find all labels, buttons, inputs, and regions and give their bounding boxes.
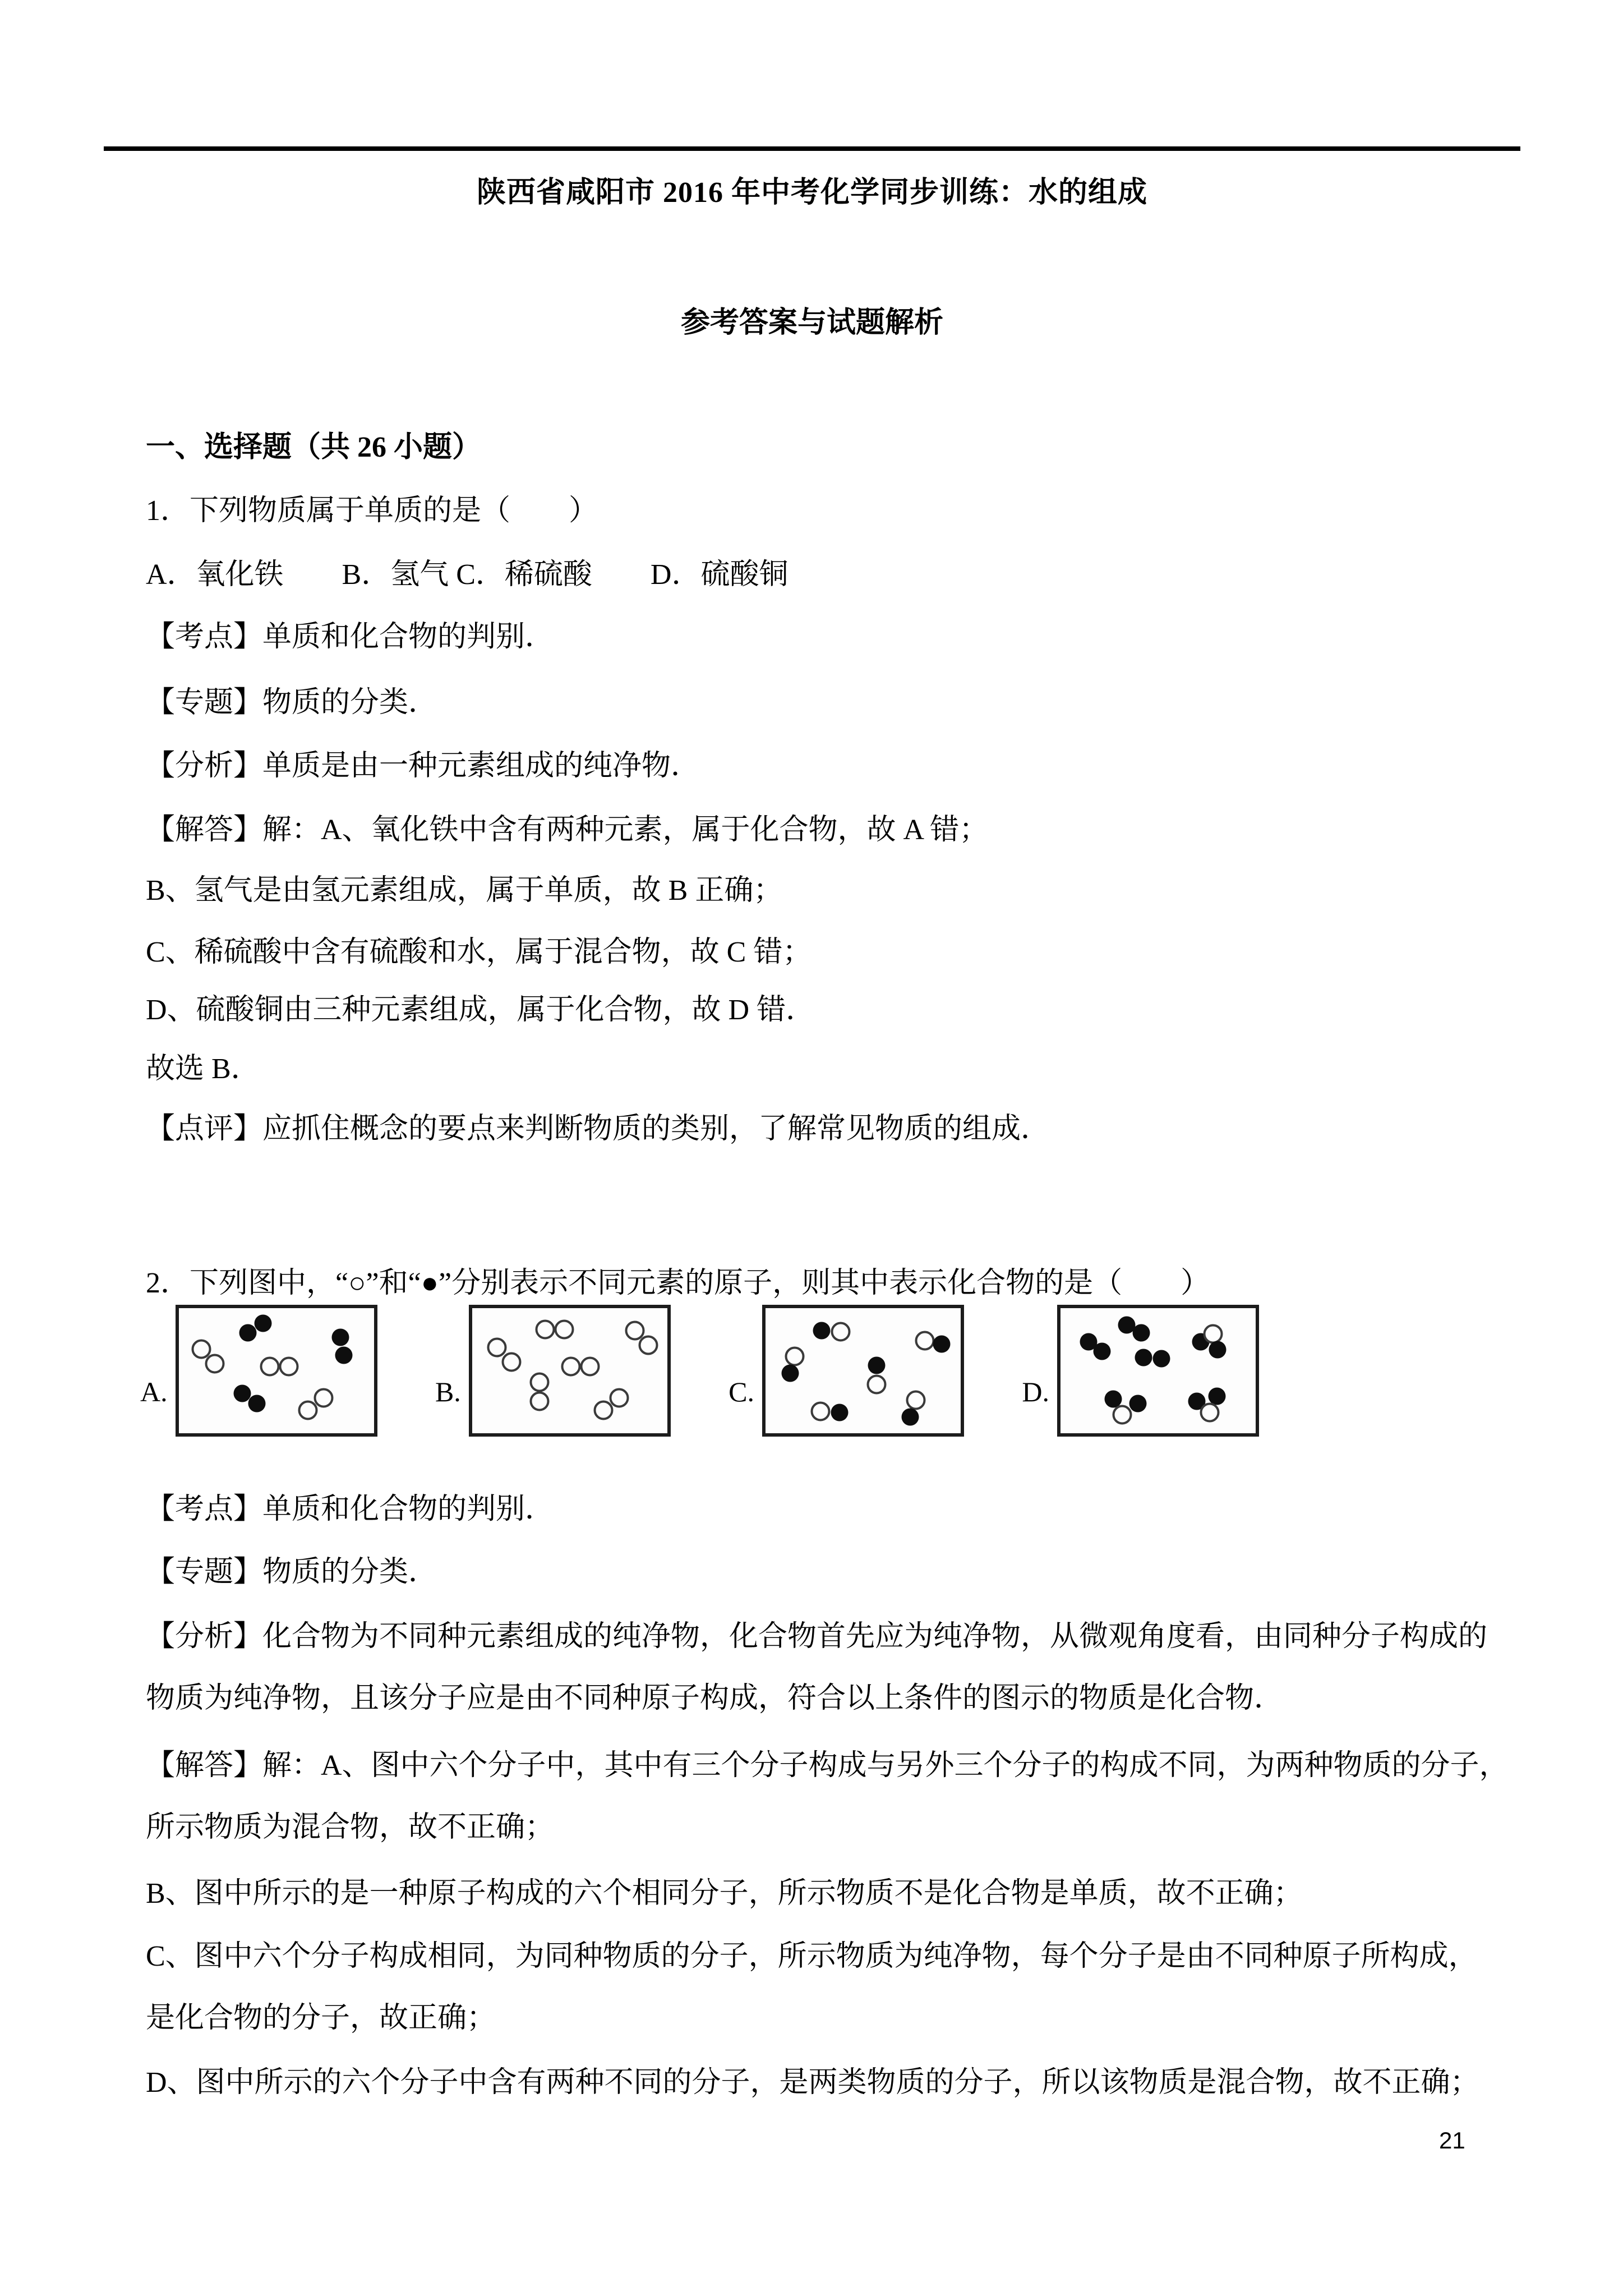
q2-option-c (728, 1305, 964, 1437)
white-atom (638, 1336, 658, 1355)
q2-zhuanti: 【专题】物质的分类． (146, 1556, 438, 1588)
white-atom (298, 1401, 317, 1420)
black-atom (782, 1365, 799, 1382)
q2-option-d-label: D. (1022, 1375, 1049, 1407)
black-atom (254, 1315, 271, 1332)
q1-answer: 故选 B． (146, 1052, 260, 1085)
q2-fenxi-1: 【分析】化合物为不同种元素组成的纯净物，化合物首先应为纯净物，从微观角度看，由同种分子构成的 (146, 1620, 1488, 1653)
q2-option-a (140, 1305, 377, 1437)
black-atom (248, 1395, 265, 1412)
black-atom (1152, 1350, 1170, 1368)
q1-options: A．氧化铁 B．氢气 C．稀硫酸 D．硫酸铜 (146, 558, 789, 591)
q1-jieda-b: B、氢气是由氢元素组成，属于单质，故 B 正确； (146, 874, 783, 907)
q2-figure-row (140, 1305, 1259, 1437)
white-atom (1200, 1403, 1219, 1423)
q1-jieda-d: D、硫酸铜由三种元素组成，属于化合物，故 D 错． (146, 993, 815, 1026)
white-atom (487, 1338, 506, 1358)
q1-jieda-a: 【解答】解：A、氧化铁中含有两种元素，属于化合物，故 A 错； (146, 813, 989, 846)
white-atom (831, 1322, 851, 1342)
section-heading: 一、选择题（共 26 小题） (146, 431, 482, 463)
q2-kaodian: 【考点】单质和化合物的判别． (146, 1493, 555, 1525)
black-atom (331, 1329, 349, 1346)
q2-fenxi-2: 物质为纯净物，且该分子应是由不同种原子构成，符合以上条件的图示的物质是化合物． (146, 1682, 1284, 1714)
white-atom (554, 1320, 574, 1340)
black-atom (1209, 1341, 1226, 1359)
white-atom (811, 1402, 831, 1421)
white-atom (561, 1357, 580, 1377)
black-atom (1093, 1343, 1110, 1360)
white-atom (313, 1388, 333, 1408)
black-atom (902, 1409, 919, 1426)
black-atom (1132, 1324, 1150, 1342)
q1-dianping: 【点评】应抓住概念的要点来判断物质的类别，了解常见物质的组成． (146, 1112, 1050, 1145)
white-atom (205, 1354, 224, 1374)
black-atom (1135, 1349, 1152, 1366)
q1-kaodian: 【考点】单质和化合物的判别． (146, 620, 555, 653)
q2-stem: 2．下列图中，“○”和“●”分别表示不同元素的原子，则其中表示化合物的是（ ） (146, 1267, 1210, 1299)
q2-option-c-label: C. (728, 1375, 755, 1407)
q1-fenxi: 【分析】单质是由一种元素组成的纯净物． (146, 749, 700, 782)
q2-jieda-c2: 是化合物的分子，故正确； (146, 2001, 496, 2034)
q1-jieda-c: C、稀硫酸中含有硫酸和水，属于混合物，故 C 错； (146, 936, 812, 968)
page-subtitle: 参考答案与试题解析 (680, 307, 943, 339)
black-atom (933, 1336, 951, 1353)
white-atom (580, 1357, 600, 1377)
black-atom (868, 1357, 886, 1374)
white-atom (260, 1357, 279, 1377)
black-atom (335, 1347, 352, 1364)
white-atom (1112, 1405, 1132, 1425)
molecular-diagram-d (1057, 1305, 1259, 1437)
white-atom (906, 1391, 926, 1410)
white-atom (529, 1373, 549, 1392)
q2-option-b (435, 1305, 671, 1437)
molecular-diagram-c (762, 1305, 964, 1437)
q1-zhuanti: 【专题】物质的分类． (146, 686, 438, 719)
header-rule (104, 146, 1520, 151)
q2-jieda-a1: 【解答】解：A、图中六个分子中，其中有三个分子构成与另外三个分子的构成不同，为两种物质的分子， (146, 1749, 1509, 1782)
white-atom (279, 1357, 298, 1377)
black-atom (813, 1322, 831, 1340)
q2-jieda-a2: 所示物质为混合物，故不正确； (146, 1811, 555, 1843)
white-atom (529, 1392, 549, 1411)
page-number: 21 (1439, 2127, 1465, 2154)
white-atom (915, 1331, 935, 1351)
white-atom (501, 1352, 521, 1372)
q1-stem: 1．下列物质属于单质的是（ ） (146, 494, 598, 527)
black-atom (831, 1404, 849, 1421)
molecular-diagram-b (469, 1305, 671, 1437)
page-title: 陕西省咸阳市 2016 年中考化学同步训练：水的组成 (476, 177, 1147, 209)
q2-jieda-b: B、图中所示的是一种原子构成的六个相同分子，所示物质不是化合物是单质，故不正确； (146, 1877, 1303, 1910)
black-atom (1129, 1395, 1146, 1412)
q2-option-b-label: B. (435, 1375, 461, 1407)
q2-jieda-c1: C、图中六个分子构成相同，为同种物质的分子，所示物质为纯净物，每个分子是由不同种原子所构成， (146, 1940, 1478, 1972)
q2-jieda-d: D、图中所示的六个分子中含有两种不同的分子，是两类物质的分子，所以该物质是混合物，故不正确； (146, 2066, 1479, 2099)
white-atom (593, 1401, 613, 1420)
white-atom (609, 1388, 629, 1408)
q2-option-a-label: A. (140, 1375, 168, 1407)
white-atom (785, 1347, 805, 1366)
white-atom (867, 1375, 887, 1395)
q2-option-d (1022, 1305, 1259, 1437)
molecular-diagram-a (176, 1305, 377, 1437)
white-atom (535, 1320, 555, 1340)
black-atom (239, 1324, 256, 1342)
